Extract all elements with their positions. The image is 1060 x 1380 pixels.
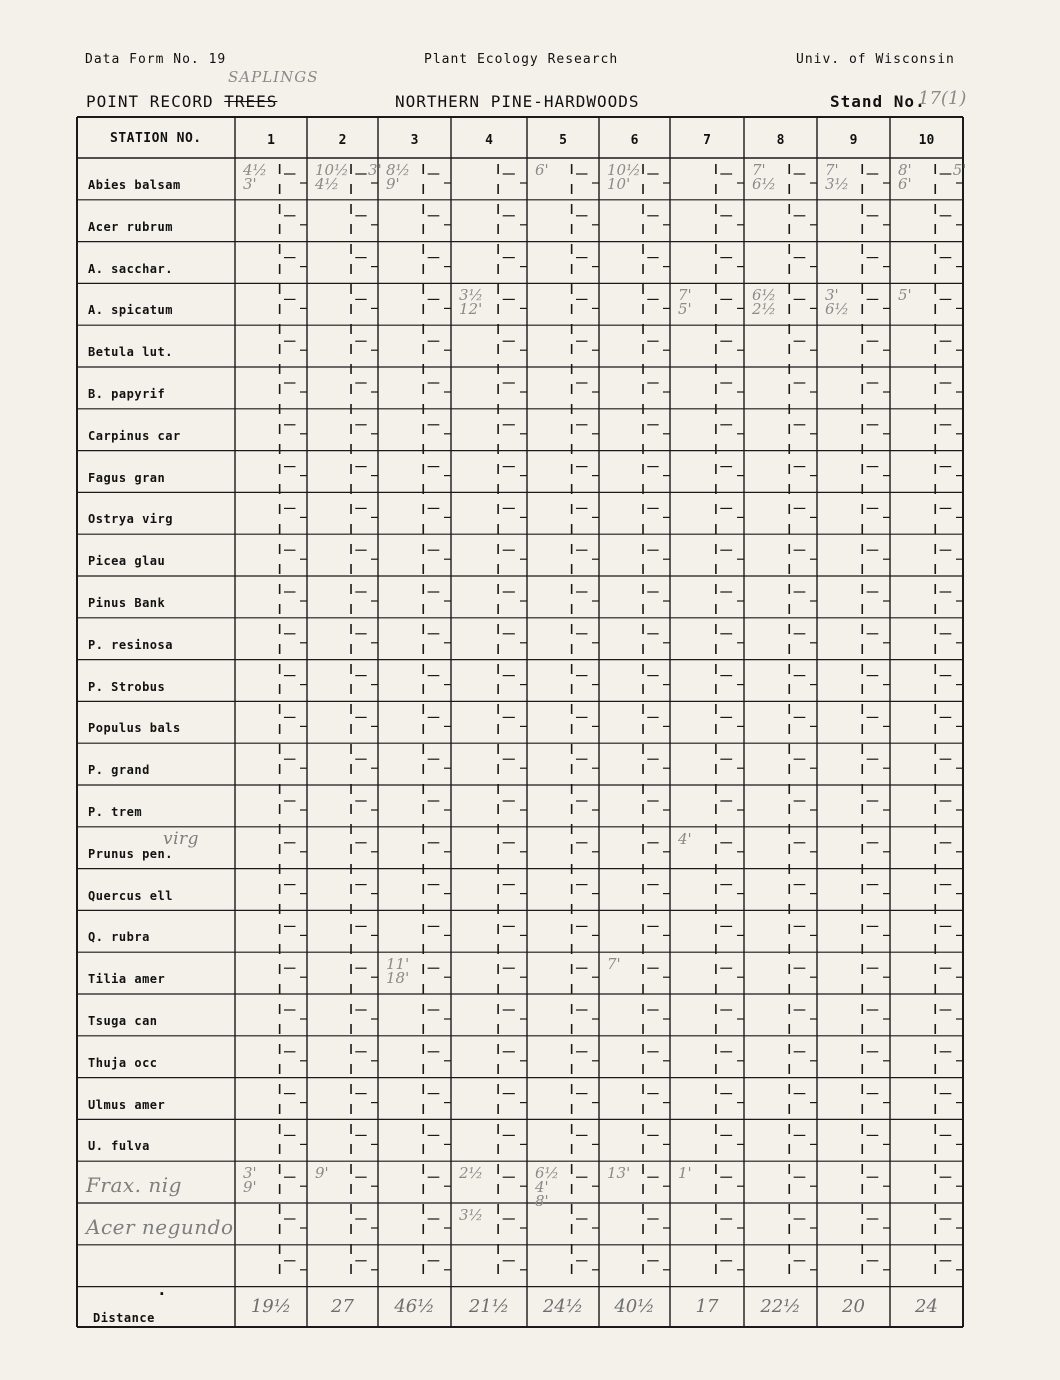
entry-line: 7' [825,161,839,179]
species-label: Prunus pen. [88,846,173,861]
species-label: A. spicatum [88,303,173,318]
handwritten-entry [243,163,279,191]
entry-line: 10½ [315,161,349,179]
species-label: Ostrya virg [88,512,173,527]
handwritten-entry [386,955,422,988]
species-label: Fagus gran [88,470,166,485]
station-number: 8 [776,133,785,148]
entry-line: 9' [386,175,400,193]
species-label: P. trem [88,805,143,819]
station-number: 2 [338,133,347,148]
species-label: Ulmus amer [88,1097,166,1112]
entry-line: 6½ [825,300,850,319]
distance-value: 46½ [394,1296,435,1317]
entry-line: 2½ [752,300,777,319]
handwritten-entry [825,163,861,191]
species-label: Populus bals [88,721,181,736]
handwritten-entry [386,163,422,191]
distance-value: 24½ [542,1296,584,1317]
entry-line: 7' [752,161,766,179]
handwritten-entry [535,163,571,177]
form-number: Data Form No. 19 [85,52,227,67]
species-label: Q. rubra [88,930,150,945]
handwritten-entry [752,286,788,319]
station-number: 10 [918,133,935,148]
distance-value: 27 [331,1296,354,1317]
handwritten-entry [535,1164,571,1211]
handwritten-entry [825,286,861,319]
handwritten-entry [607,1164,643,1183]
species-label: Abies balsam [88,178,181,192]
species-label: Tilia amer [88,972,166,987]
entry-line: 10½ [607,161,641,179]
stand-value: 17(1) [918,88,967,109]
distance-label: Distance [93,1311,155,1325]
species-label: P. resinosa [88,637,173,652]
entry-line: 5' [952,161,967,179]
handwritten-entry [459,286,495,319]
species-label: Picea glau [88,554,166,569]
entry-line: 4' [535,1178,549,1197]
prunus-annotation: virg [163,828,200,849]
stand-label: Stand No. [830,92,926,111]
species-label: Thuja occ [88,1055,158,1070]
distance-value: 19½ [250,1296,292,1317]
handwritten-entry [243,1164,279,1197]
record-insert: SAPLINGS [228,68,319,86]
entry-line: 18' [386,969,410,988]
entry-line: 9' [315,1164,329,1183]
entry-line: 2½ [459,1164,484,1183]
university: Univ. of Wisconsin [796,52,955,67]
distance-dot: · [157,1284,168,1303]
entry-line: 5' [898,286,912,305]
entry-line: 3½ [459,1206,484,1224]
entry-line: 10' [607,175,631,193]
handwritten-entry [678,829,714,848]
station-number: 1 [267,133,275,148]
species-label: Tsuga can [88,1014,158,1028]
entry-line: 8' [535,1192,549,1211]
record-prefix: POINT RECORD [86,92,214,111]
handwritten-entry [953,163,989,177]
distance-value: 40½ [614,1296,655,1317]
entry-line: 6½ [752,286,777,305]
entry-line: 6' [898,175,912,193]
species-label: Betula lut. [88,345,173,360]
species-label: P. Strobus [88,679,166,694]
handwritten-entry [607,955,643,974]
entry-line: 12' [459,300,483,319]
distance-value: 24 [915,1296,938,1317]
handwritten-entry [678,286,714,319]
entry-line: 6½ [752,175,777,193]
entry-line: 4½ [243,161,268,179]
entry-line: 3' [243,1164,257,1183]
species-label: Quercus ell [88,888,173,903]
distance-value: 21½ [468,1296,510,1317]
station-number: 5 [559,133,567,148]
entry-line: 8' [898,161,912,179]
station-number: 4 [485,133,493,148]
entry-line: 9' [243,1178,257,1197]
species-label-handwritten: Acer negundo [86,1215,234,1239]
species-label: P. grand [88,763,150,778]
species-label: Carpinus car [88,428,181,443]
species-label: A. sacchar. [88,261,173,276]
entry-line: 5' [678,300,692,319]
species-label: Pinus Bank [88,596,166,610]
distance-value: 22½ [760,1296,801,1317]
distance-value: 20 [842,1296,865,1317]
entry-line: 7' [607,955,621,974]
station-header: STATION NO. [110,131,202,146]
entry-line: 4½ [315,175,340,193]
distance-value: 17 [695,1296,719,1317]
entry-line: 11' [386,955,410,974]
handwritten-entry [459,1164,495,1183]
entry-line: 3½ [825,175,850,193]
entry-line: 1' [678,1164,692,1183]
entry-line: 3½ [459,286,484,305]
handwritten-entry [315,163,351,191]
organization: Plant Ecology Research [424,52,619,67]
entry-line: 8½ [386,161,411,179]
species-label: U. fulva [88,1139,150,1154]
station-number: 9 [849,133,858,148]
handwritten-entry [678,1164,714,1183]
community-title: NORTHERN PINE-HARDWOODS [395,92,640,111]
handwritten-entry [752,163,788,191]
entry-line: 6' [535,161,549,179]
station-number: 6 [630,133,639,148]
handwritten-entry [607,163,643,191]
species-label-handwritten: Frax. nig [86,1173,182,1198]
station-number: 7 [703,133,711,148]
species-label: B. papyrif [88,387,166,401]
handwritten-entry [898,286,934,305]
entry-line: 13' [607,1164,631,1183]
entry-line: 6½ [535,1164,560,1183]
record-struck: TREES [224,92,278,111]
station-number: 3 [410,133,419,148]
entry-line: 7' [678,286,692,305]
handwritten-entry [315,1164,351,1183]
species-label: Acer rubrum [88,219,173,234]
entry-line: 4' [678,829,692,848]
handwritten-entry [459,1208,495,1222]
entry-line: 3' [368,161,382,179]
entry-line: 3' [243,175,257,193]
handwritten-entry [898,163,934,191]
entry-line: 3' [825,286,839,305]
